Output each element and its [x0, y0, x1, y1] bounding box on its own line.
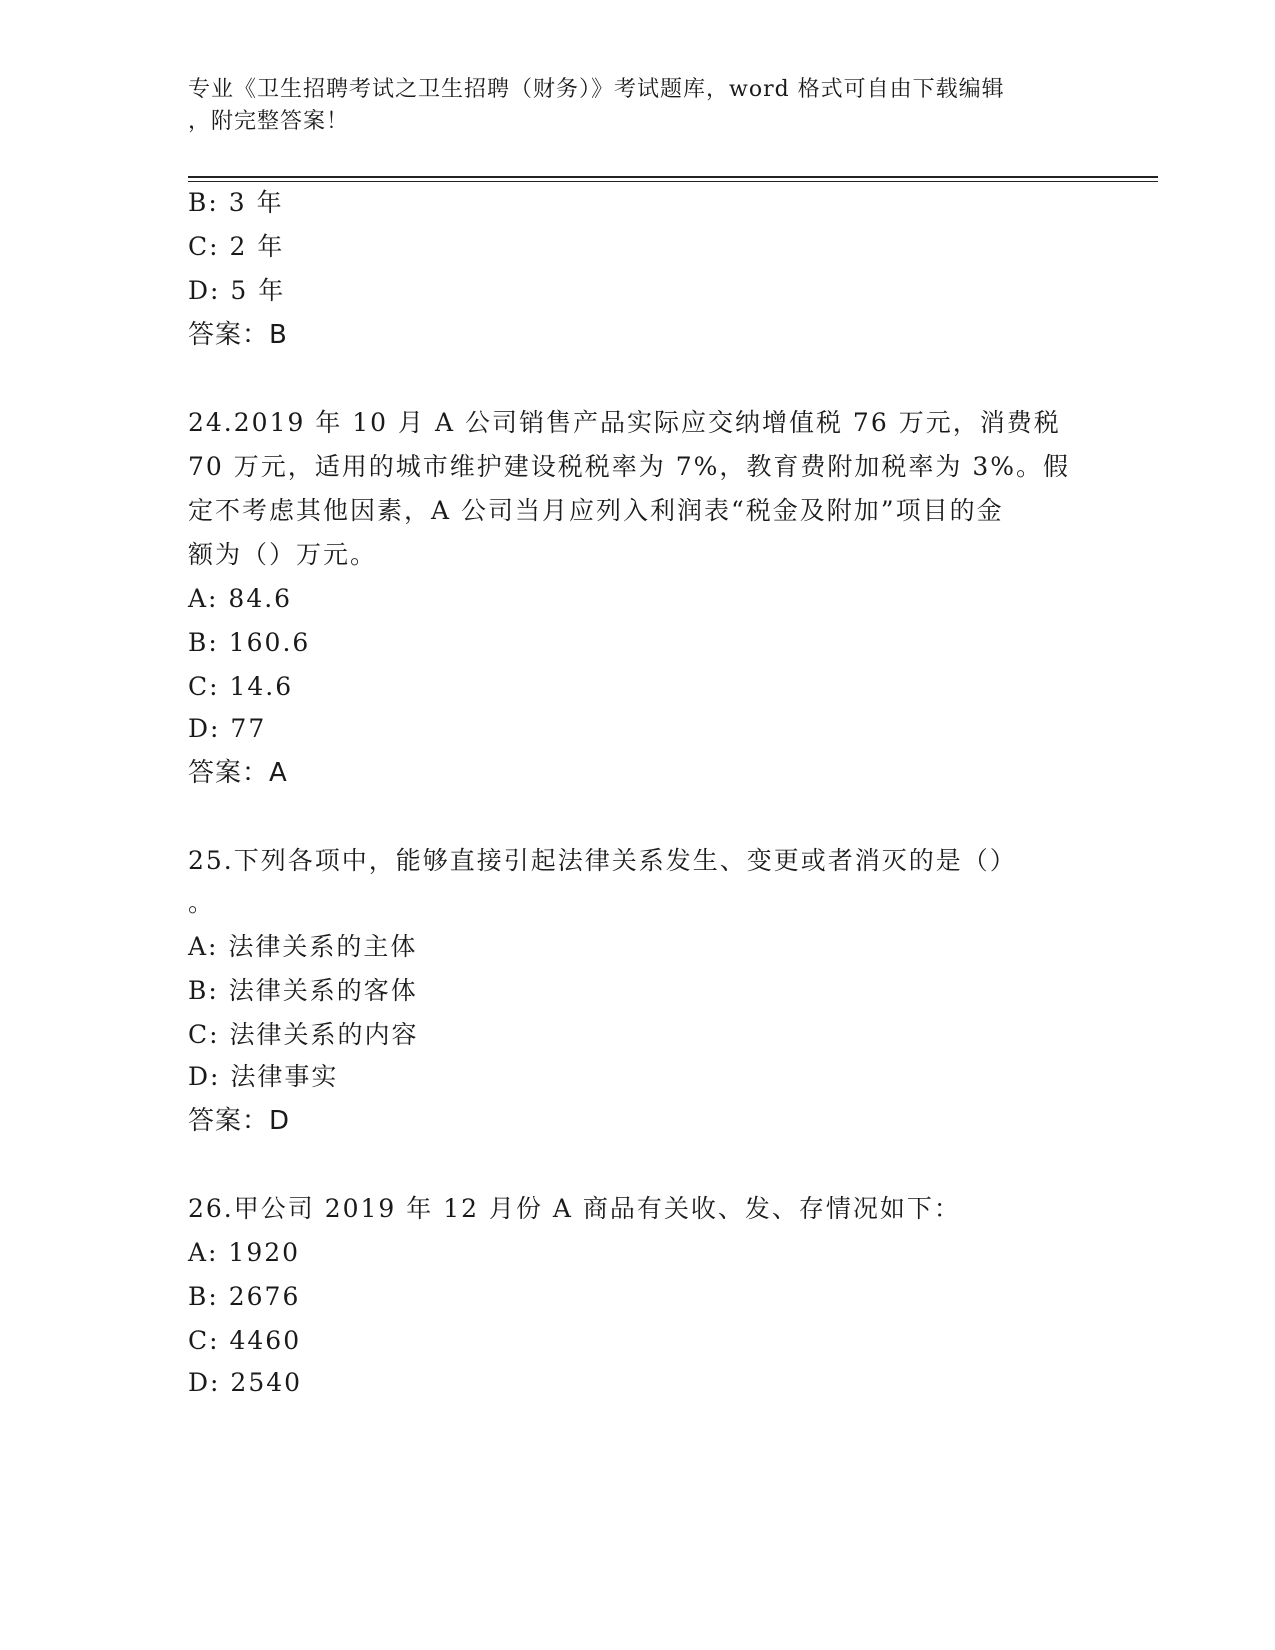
- q26-stem-line-1: 26.甲公司 2019 年 12 月份 A 商品有关收、发、存情况如下：: [188, 1194, 961, 1223]
- q25-stem-line-2: 。: [188, 888, 216, 917]
- q24-option-d: D: 77: [188, 714, 267, 743]
- header-line-1: 专业《卫生招聘考试之卫生招聘（财务）》考试题库，word 格式可自由下载编辑: [188, 77, 1005, 102]
- header-divider: [188, 176, 1158, 178]
- q26-option-c: C: 4460: [188, 1326, 302, 1355]
- q24-answer: 答案：A: [188, 758, 288, 788]
- q23-option-b: B: 3 年: [188, 188, 284, 217]
- q24-stem-line-3: 定不考虑其他因素，A 公司当月应列入利润表“税金及附加”项目的金: [188, 496, 1004, 525]
- q24-option-c: C: 14.6: [188, 672, 294, 701]
- q26-option-d: D: 2540: [188, 1368, 303, 1397]
- q23-option-c: C: 2 年: [188, 232, 285, 261]
- q25-option-c: C: 法律关系的内容: [188, 1020, 419, 1049]
- q25-option-b: B: 法律关系的客体: [188, 976, 418, 1005]
- q26-option-b: B: 2676: [188, 1282, 301, 1311]
- q24-stem-line-4: 额为（）万元。: [188, 540, 378, 569]
- q24-option-b: B: 160.6: [188, 628, 311, 657]
- q24-stem-line-2: 70 万元，适用的城市维护建设税税率为 7%，教育费附加税率为 3%。假: [188, 452, 1070, 481]
- q25-option-d: D: 法律事实: [188, 1062, 339, 1091]
- q25-answer: 答案：D: [188, 1106, 291, 1136]
- q26-option-a: A: 1920: [188, 1238, 301, 1267]
- q25-stem-line-1: 25.下列各项中，能够直接引起法律关系发生、变更或者消灭的是（）: [188, 846, 1017, 875]
- q25-option-a: A: 法律关系的主体: [188, 932, 418, 961]
- header-line-2: ，附完整答案！: [188, 109, 350, 134]
- page-header: [188, 74, 1068, 138]
- header-divider-thin: [188, 181, 1158, 182]
- q24-option-a: A: 84.6: [188, 584, 293, 613]
- q24-stem-line-1: 24.2019 年 10 月 A 公司销售产品实际应交纳增值税 76 万元，消费税: [188, 408, 1061, 437]
- q23-option-d: D: 5 年: [188, 276, 286, 305]
- q23-answer: 答案：B: [188, 320, 288, 350]
